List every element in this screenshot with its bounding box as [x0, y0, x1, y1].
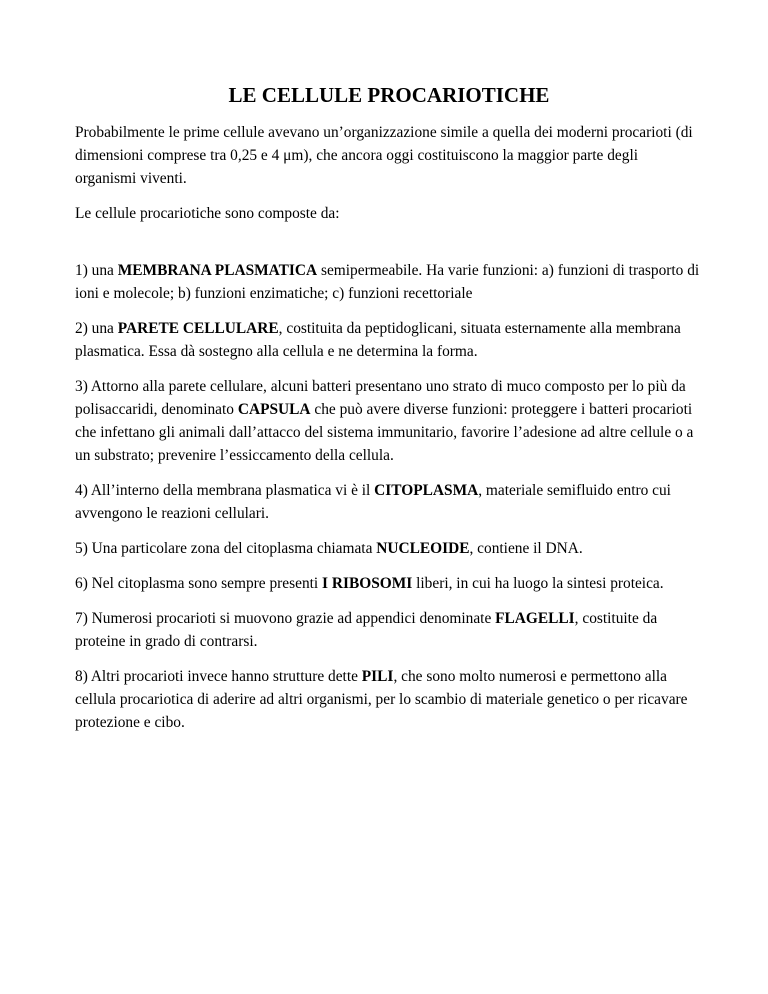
item-text-before: 1) una	[75, 262, 118, 279]
list-item-parete	[75, 317, 703, 363]
document-page	[75, 80, 703, 746]
item-text-after: , contiene il DNA.	[469, 540, 583, 557]
item-term: MEMBRANA PLASMATICA	[117, 262, 318, 279]
list-item-ribosomi	[75, 572, 703, 595]
item-text-after: liberi, in cui ha luogo la sintesi proteica.	[412, 575, 664, 592]
item-text-after: che può avere diverse funzioni: proteggere i batteri procarioti che infettano gli animali dall’attacco del sistema immunitario, favorire l’adesione ad altre cellule o a un substrato; prevenire l’essiccamento della cellula.	[75, 401, 694, 464]
item-text-before: 8) Altri procarioti invece hanno strutture dette	[75, 668, 362, 685]
item-text-before: 5) Una particolare zona del citoplasma chiamata	[75, 540, 377, 557]
item-term: PILI	[361, 668, 394, 685]
item-text-after: , che sono molto numerosi e permettono alla cellula procariotica di aderire ad altri organismi, per lo scambio di materiale genetico o per ricavare protezione e cibo.	[75, 668, 688, 731]
list-item-pili	[75, 665, 703, 734]
intro-paragraph: Probabilmente le prime cellule avevano un’organizzazione simile a quella dei moderni procarioti (di dimensioni comprese tra 0,25 e 4 μm), che ancora oggi costituiscono la maggior parte degli organismi viventi.	[75, 124, 693, 187]
item-text-before: 6) Nel citoplasma sono sempre presenti	[75, 575, 323, 592]
item-text-before: 3) Attorno alla parete cellulare, alcuni batteri presentano uno strato di muco composto per lo più da polisaccaridi, denominato	[75, 378, 686, 418]
item-text-after: , costituita da peptidoglicani, situata esternamente alla membrana plasmatica. Essa dà sostegno alla cellula e ne determina la forma.	[75, 320, 681, 360]
list-item-citoplasma	[75, 479, 703, 525]
item-term: I RIBOSOMI	[322, 575, 413, 592]
list-item-membrana	[75, 259, 703, 305]
list-item-capsula	[75, 375, 703, 467]
item-term: CAPSULA	[237, 401, 311, 418]
item-term: FLAGELLI	[495, 610, 575, 627]
item-text-after: semipermeabile. Ha varie funzioni: a) funzioni di trasporto di ioni e molecole; b) funzioni enzimatiche; c) funzioni recettoriale	[75, 262, 700, 302]
item-text-after: , materiale semifluido entro cui avvengono le reazioni cellulari.	[75, 482, 671, 522]
item-text-before: 2) una	[75, 320, 118, 337]
item-text-after: , costituite da proteine in grado di contrarsi.	[75, 610, 658, 650]
document-title: LE CELLULE PROCARIOTICHE	[228, 83, 550, 107]
item-text-before: 4) All’interno della membrana plasmatica vi è il	[75, 482, 375, 499]
list-item-flagelli	[75, 607, 703, 653]
item-term: CITOPLASMA	[374, 482, 479, 499]
item-text-before: 7) Numerosi procarioti si muovono grazie ad appendici denominate	[75, 610, 496, 627]
item-term: PARETE CELLULARE	[117, 320, 279, 337]
list-item-nucleoide	[75, 537, 703, 560]
item-term: NUCLEOIDE	[376, 540, 470, 557]
lead-paragraph: Le cellule procariotiche sono composte da:	[75, 205, 340, 222]
